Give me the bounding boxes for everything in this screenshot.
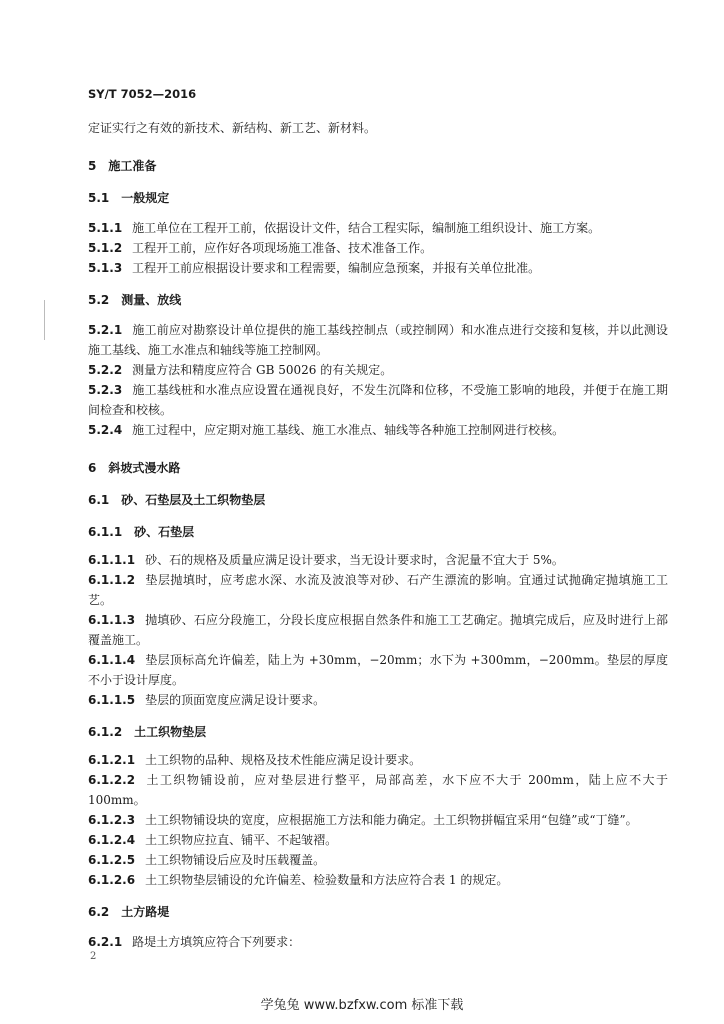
paragraph-text: 施工单位在工程开工前，依据设计文件，结合工程实际，编制施工组织设计、施工方案。	[132, 221, 601, 235]
paragraph-text: 土工织物垫层铺设的允许偏差、检验数量和方法应符合表 1 的规定。	[145, 873, 509, 887]
clause-number: 5.2.2	[88, 363, 123, 377]
paragraph-text: 工程开工前，应作好各项现场施工准备、技术准备工作。	[132, 241, 433, 255]
paragraph	[88, 360, 668, 380]
paragraph	[88, 870, 668, 890]
paragraph	[88, 258, 668, 278]
clause-number: 5.2.4	[88, 423, 123, 437]
clause-number: 5.1.3	[88, 261, 123, 275]
paragraph-text: 垫层顶标高允许偏差，陆上为 +30mm，−20mm；水下为 +300mm，−200mm。垫层的厚度不小于设计厚度。	[88, 653, 668, 687]
paragraph-text: 土工织物的品种、规格及技术性能应满足设计要求。	[145, 753, 422, 767]
paragraph	[88, 380, 668, 420]
section-heading: 6 斜坡式漫水路	[88, 461, 181, 475]
clause-number: 6.1.2.5	[88, 853, 136, 867]
clause-number: 6.1.1.5	[88, 693, 136, 707]
page-number: 2	[90, 951, 97, 962]
paragraph	[88, 690, 668, 710]
paragraph	[88, 770, 668, 810]
clause-number: 6.1.2.4	[88, 833, 136, 847]
subsection-heading: 5.1 一般规定	[88, 191, 170, 205]
paragraph-text: 抛填砂、石应分段施工，分段长度应根据自然条件和施工工艺确定。抛填完成后，应及时进行上部覆盖施工。	[88, 613, 668, 647]
paragraph-text: 垫层的顶面宽度应满足设计要求。	[145, 693, 326, 707]
paragraph	[88, 218, 668, 238]
clause-number: 5.2.1	[88, 323, 123, 337]
paragraph-text: 施工基线桩和水准点应设置在通视良好，不发生沉降和位移，不受施工影响的地段，并便于在施工期间检查和校核。	[88, 383, 668, 417]
paragraph-text: 土工织物铺设块的宽度，应根据施工方法和能力确定。土工织物拼幅宜采用“包缝”或“丁缝”。	[145, 813, 638, 827]
paragraph-text: 砂、石的规格及质量应满足设计要求，当无设计要求时，含泥量不宜大于 5%。	[145, 553, 564, 567]
subsection-heading: 5.2 测量、放线	[88, 293, 182, 307]
clause-heading: 6.1.2 土工织物垫层	[88, 725, 207, 739]
paragraph	[88, 810, 668, 830]
subsection-heading: 6.2 土方路堤	[88, 905, 170, 919]
paragraph	[88, 610, 668, 650]
clause-number: 6.1.1.1	[88, 553, 136, 567]
clause-heading: 6.1.1 砂、石垫层	[88, 525, 195, 539]
document-page	[88, 84, 668, 952]
paragraph-text: 路堤土方填筑应符合下列要求：	[132, 935, 301, 949]
paragraph	[88, 320, 668, 360]
subsection-heading: 6.1 砂、石垫层及土工织物垫层	[88, 493, 266, 507]
paragraph-text: 测量方法和精度应符合 GB 50026 的有关规定。	[132, 363, 393, 377]
paragraph	[88, 118, 668, 138]
document-body	[88, 118, 668, 952]
clause-number: 6.1.2.1	[88, 753, 136, 767]
paragraph	[88, 650, 668, 690]
section-heading: 5 施工准备	[88, 159, 157, 173]
paragraph	[88, 850, 668, 870]
paragraph	[88, 830, 668, 850]
paragraph-text: 土工织物应拉直、铺平、不起皱褶。	[145, 833, 338, 847]
clause-number: 6.1.1.4	[88, 653, 136, 667]
clause-number: 5.1.2	[88, 241, 123, 255]
paragraph-text: 工程开工前应根据设计要求和工程需要，编制应急预案，并报有关单位批准。	[132, 261, 541, 275]
paragraph	[88, 550, 668, 570]
paragraph	[88, 570, 668, 610]
clause-number: 6.1.1.3	[88, 613, 136, 627]
paragraph	[88, 750, 668, 770]
clause-number: 6.1.2.6	[88, 873, 136, 887]
paragraph	[88, 238, 668, 258]
clause-number: 6.1.2.3	[88, 813, 136, 827]
paragraph-text: 施工过程中，应定期对施工基线、施工水准点、轴线等各种施工控制网进行校核。	[132, 423, 565, 437]
footer-watermark: 学兔兔 www.bzfxw.com 标准下载	[260, 998, 464, 1013]
clause-number: 5.2.3	[88, 383, 123, 397]
paragraph-text: 土工织物铺设后应及时压载覆盖。	[145, 853, 326, 867]
clause-number: 6.1.2.2	[88, 773, 136, 787]
clause-number: 6.1.1.2	[88, 573, 136, 587]
paragraph-text: 土工织物铺设前，应对垫层进行整平，局部高差，水下应不大于 200mm，陆上应不大于 100mm。	[88, 773, 668, 807]
scan-mark	[44, 300, 45, 340]
standard-code: SY/T 7052—2016	[88, 87, 197, 101]
paragraph-text: 定证实行之有效的新技术、新结构、新工艺、新材料。	[88, 121, 377, 135]
paragraph	[88, 420, 668, 440]
clause-number: 5.1.1	[88, 221, 123, 235]
paragraph-text: 垫层抛填时，应考虑水深、水流及波浪等对砂、石产生漂流的影响。宜通过试抛确定抛填施工工艺。	[88, 573, 668, 607]
paragraph-text: 施工前应对勘察设计单位提供的施工基线控制点（或控制网）和水准点进行交接和复核，并以此测设施工基线、施工水准点和轴线等施工控制网。	[88, 323, 668, 357]
paragraph	[88, 932, 668, 952]
clause-number: 6.2.1	[88, 935, 123, 949]
